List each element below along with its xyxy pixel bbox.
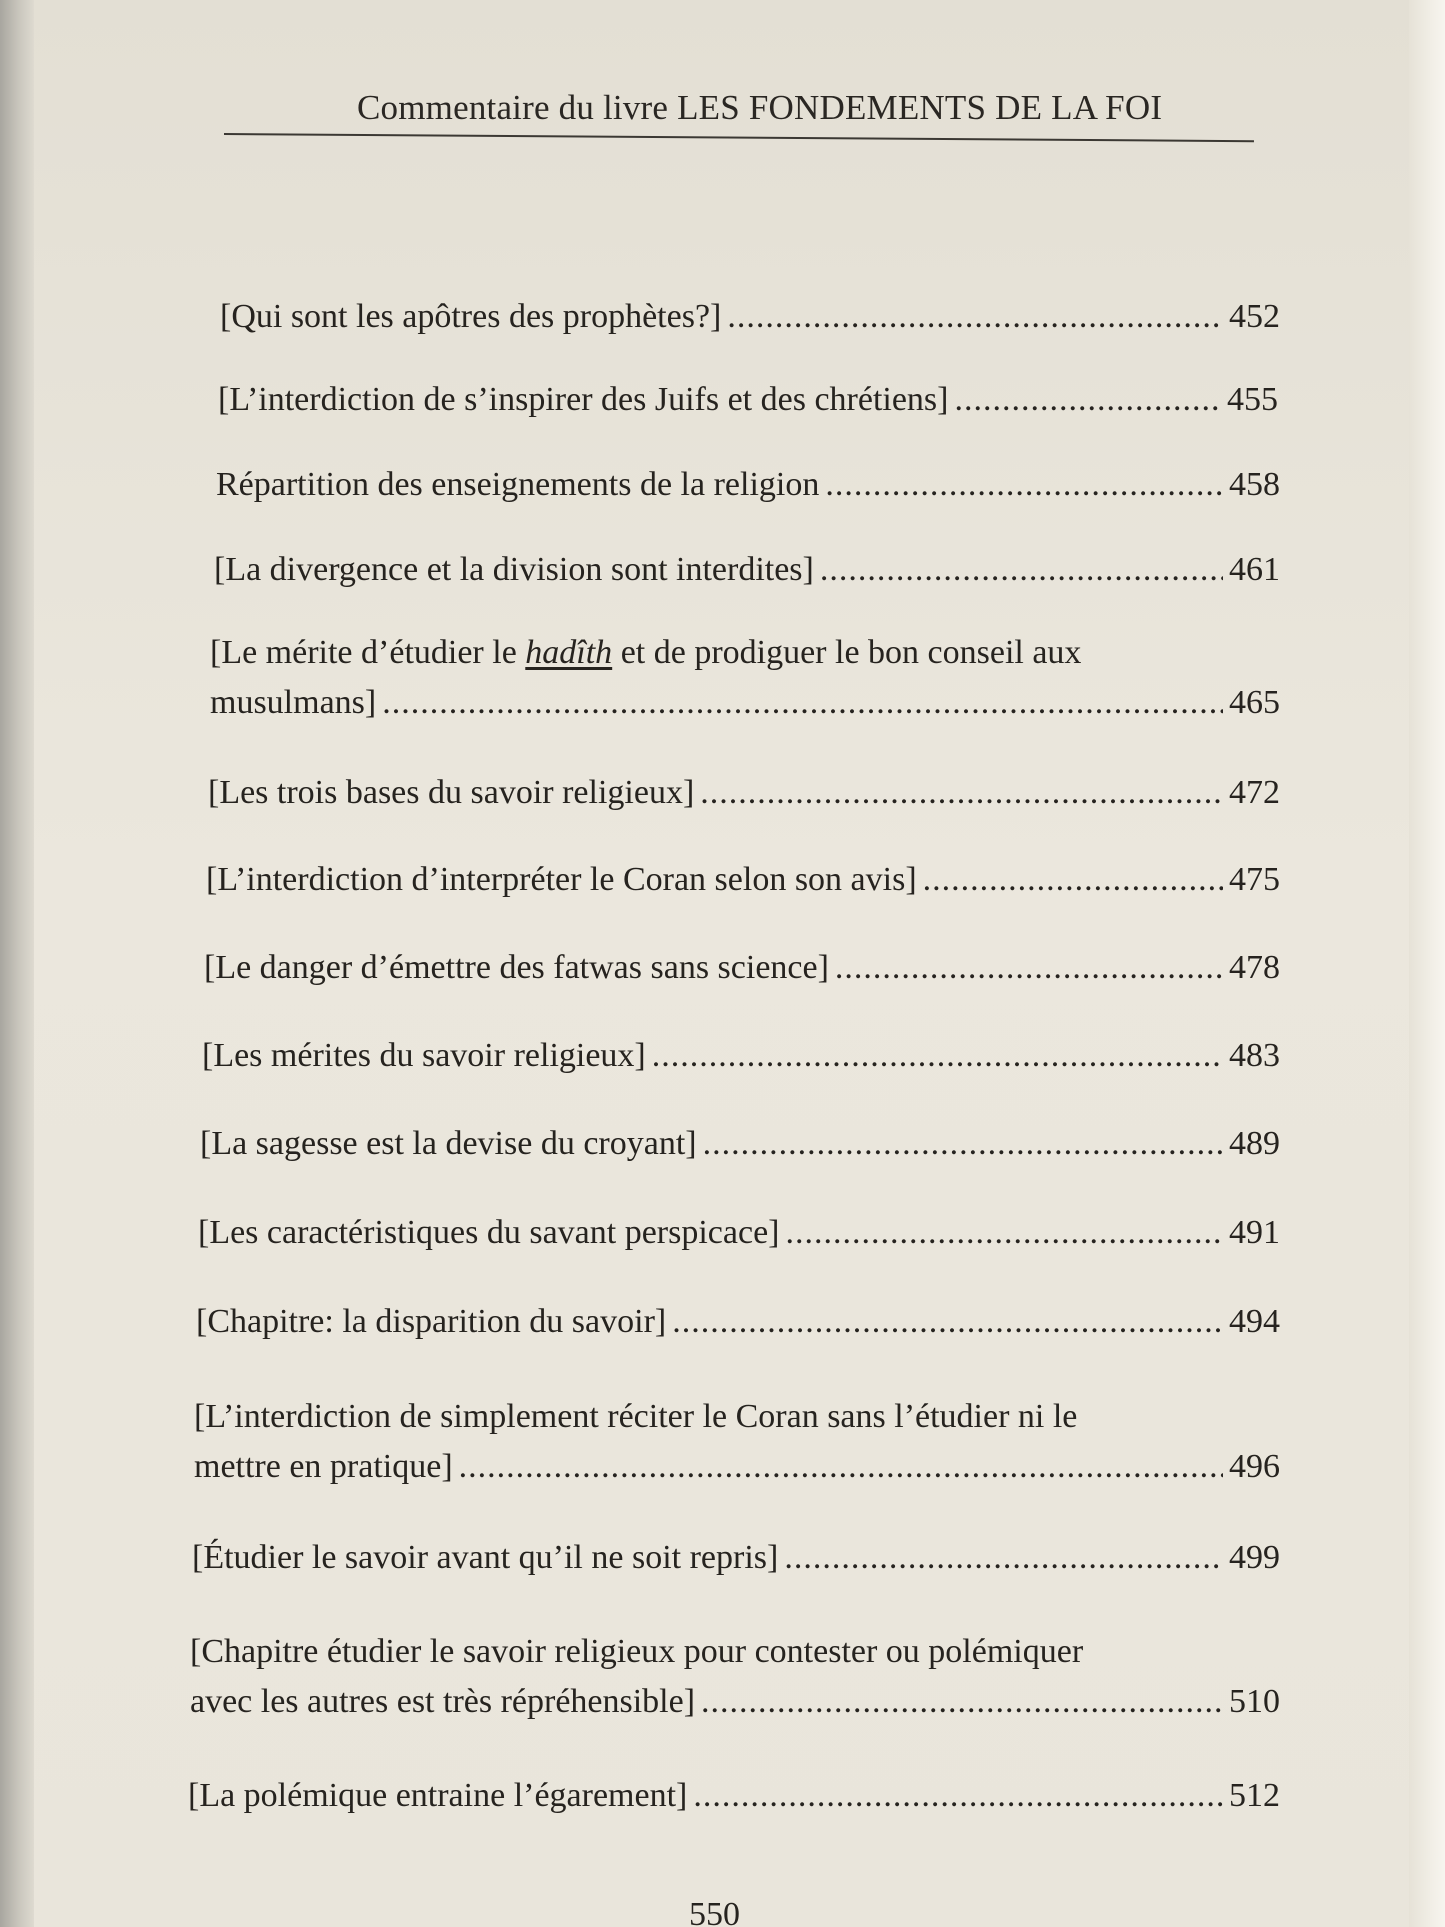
page-number: 550 [689, 1896, 740, 1927]
toc-entry-title: [L’interdiction de s’inspirer des Juifs et des chrétiens] [218, 381, 949, 418]
dot-leader [672, 1297, 1223, 1347]
toc-entry-title: [Chapitre: la disparition du savoir] [196, 1303, 667, 1340]
dot-leader [784, 1533, 1223, 1583]
toc-entry [218, 375, 1278, 425]
toc-entry [200, 1119, 1280, 1169]
toc-entry-page: 483 [1229, 1037, 1280, 1074]
toc-entry-title: [Le danger d’émettre des fatwas sans science] [204, 949, 829, 986]
toc-entry-title-line1 [210, 628, 1081, 678]
toc-entry [220, 292, 1280, 342]
toc-entry-page: 458 [1229, 466, 1280, 503]
toc-entry-page: 512 [1229, 1777, 1280, 1814]
toc-entry-page: 494 [1229, 1303, 1280, 1340]
title-text: [Le mérite d’étudier le [210, 634, 526, 671]
toc-entry-page: 510 [1229, 1683, 1280, 1720]
toc-entry-page: 499 [1229, 1539, 1280, 1576]
toc-entry-page: 475 [1229, 861, 1280, 898]
toc-entry [208, 768, 1280, 818]
toc-entry-title-line2: avec les autres est très répréhensible] [190, 1683, 696, 1720]
toc-entry [198, 1208, 1280, 1258]
toc-entry-title: [Étudier le savoir avant qu’il ne soit repris] [192, 1539, 779, 1576]
toc-entry-page: 491 [1229, 1214, 1280, 1251]
toc-entry-page: 478 [1229, 949, 1280, 986]
toc-entry-title: [Qui sont les apôtres des prophètes?] [220, 298, 722, 335]
toc-entry [214, 545, 1280, 595]
toc-entry [204, 943, 1280, 993]
dot-leader [786, 1208, 1224, 1258]
title-text: et de prodiguer le bon conseil aux [612, 634, 1082, 671]
toc-entry-page: 465 [1229, 684, 1280, 721]
toc-entry-title: [La sagesse est la devise du croyant] [200, 1125, 697, 1162]
dot-leader [382, 678, 1223, 728]
toc-entry-title-line2: musulmans] [210, 684, 377, 721]
toc-entry-page: 496 [1229, 1448, 1280, 1485]
title-emphasis: hadîth [525, 634, 613, 671]
toc-entry-title: [Les caractéristiques du savant perspicace] [198, 1214, 780, 1251]
book-page [34, 0, 1409, 1927]
dot-leader [923, 855, 1223, 905]
toc-entry-title: [Les trois bases du savoir religieux] [208, 774, 695, 811]
toc-entry-page: 472 [1229, 774, 1280, 811]
toc-entry-page: 455 [1227, 381, 1278, 418]
toc-entry [206, 855, 1280, 905]
dot-leader [820, 545, 1223, 595]
table-of-contents [34, 0, 1409, 1927]
toc-entry-title: Répartition des enseignements de la religion [216, 466, 820, 503]
dot-leader [652, 1031, 1223, 1081]
dot-leader [955, 375, 1222, 425]
toc-entry [210, 628, 1280, 728]
dot-leader [693, 1771, 1223, 1821]
toc-entry [190, 1627, 1280, 1727]
toc-entry [216, 460, 1280, 510]
toc-entry-page: 489 [1229, 1125, 1280, 1162]
running-head: Commentaire du livre LES FONDEMENTS DE LA FOI [357, 88, 1163, 127]
dot-leader [835, 943, 1223, 993]
dot-leader [701, 1677, 1223, 1727]
dot-leader [825, 460, 1223, 510]
toc-entry [196, 1297, 1280, 1347]
toc-entry-page: 452 [1229, 298, 1280, 335]
toc-entry-title: [Les mérites du savoir religieux] [202, 1037, 646, 1074]
toc-entry [192, 1533, 1280, 1583]
toc-entry-page: 461 [1229, 551, 1280, 588]
toc-entry [202, 1031, 1280, 1081]
dot-leader [459, 1442, 1223, 1492]
dot-leader [703, 1119, 1223, 1169]
dot-leader [700, 768, 1223, 818]
page-right-edge [1409, 0, 1445, 1927]
toc-entry-title: [La polémique entraine l’égarement] [188, 1777, 688, 1814]
toc-entry-title-line2: mettre en pratique] [194, 1448, 453, 1485]
page-gutter-shadow [0, 0, 34, 1927]
toc-entry-title: [La divergence et la division sont interdites] [214, 551, 814, 588]
toc-entry [194, 1392, 1280, 1492]
toc-entry-title-line1: [Chapitre étudier le savoir religieux pour contester ou polémiquer [190, 1633, 1084, 1670]
toc-entry-title-line1: [L’interdiction de simplement réciter le Coran sans l’étudier ni le [194, 1398, 1078, 1435]
toc-entry [188, 1771, 1280, 1821]
dot-leader [727, 292, 1223, 342]
toc-entry-title: [L’interdiction d’interpréter le Coran selon son avis] [206, 861, 917, 898]
